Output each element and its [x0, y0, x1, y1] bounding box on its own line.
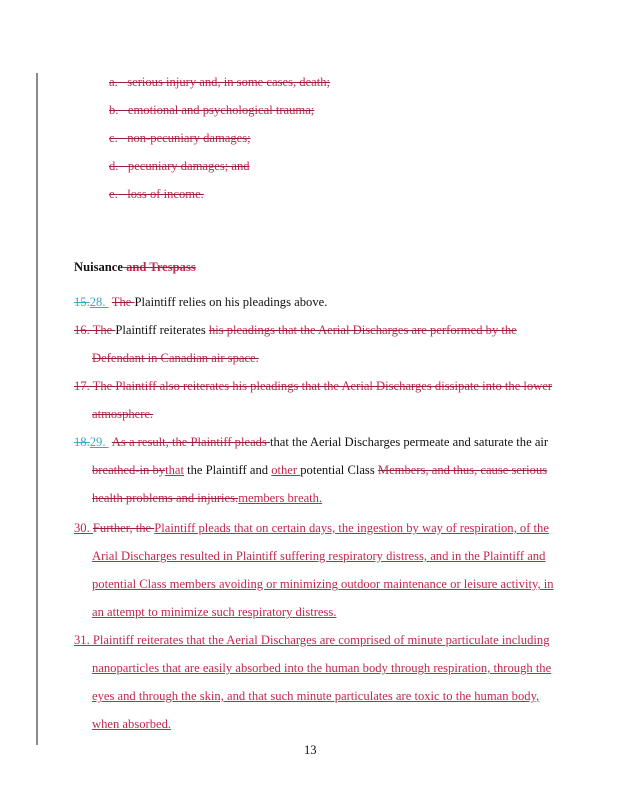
list-item-c: c. non-pecuniary damages; [109, 131, 251, 145]
list-item-b: b. emotional and psychological trauma; [109, 103, 315, 117]
paragraph-30-line-1: 30. Further, the Plaintiff pleads that on certain days, the ingestion by way of respiration, of the [74, 521, 549, 535]
paragraph-31-line-3: eyes and through the skin, and that such minute particulates are toxic to the human body, [92, 689, 540, 703]
list-item-a: a. serious injury and, in some cases, death; [109, 75, 331, 89]
paragraph-29-line-1: 18.29. As a result, the Plaintiff pleads that the Aerial Discharges permeate and saturate the air [74, 435, 549, 449]
page-number: 13 [304, 743, 317, 757]
list-item-d: d. pecuniary damages; and [109, 159, 250, 173]
section-heading: Nuisance and Trespass [74, 260, 196, 274]
paragraph-31-line-2: nanoparticles that are easily absorbed into the human body through respiration, through the [92, 661, 552, 675]
paragraph-31-line-4: when absorbed. [92, 717, 172, 731]
paragraph-17-line-1: 17. The Plaintiff also reiterates his pleadings that the Aerial Discharges dissipate into the lower [74, 379, 553, 393]
paragraph-16-line-1: 16. The Plaintiff reiterates his pleadings that the Aerial Discharges are performed by the [74, 323, 517, 337]
paragraph-29-line-3: health problems and injuries.members breath. [92, 491, 323, 505]
paragraph-29-line-2: breathed-in bythat the Plaintiff and other potential Class Members, and thus, cause serious [92, 463, 548, 477]
paragraph-30-line-3: potential Class members avoiding or minimizing outdoor maintenance or leisure activity, in [92, 577, 554, 591]
paragraph-17-line-2: atmosphere. [92, 407, 154, 421]
paragraph-30-line-2: Arial Discharges resulted in Plaintiff suffering respiratory distress, and in the Plaintiff and [92, 549, 546, 563]
paragraph-16-line-2: Defendant in Canadian air space. [92, 351, 259, 365]
paragraph-28: 15.28. The Plaintiff relies on his pleadings above. [74, 295, 328, 309]
change-bar [36, 73, 38, 745]
paragraph-31-line-1: 31. Plaintiff reiterates that the Aerial Discharges are comprised of minute particulate including [74, 633, 550, 647]
paragraph-30-line-4: an attempt to minimize such respiratory distress. [92, 605, 337, 619]
list-item-e: e. loss of income. [109, 187, 204, 201]
